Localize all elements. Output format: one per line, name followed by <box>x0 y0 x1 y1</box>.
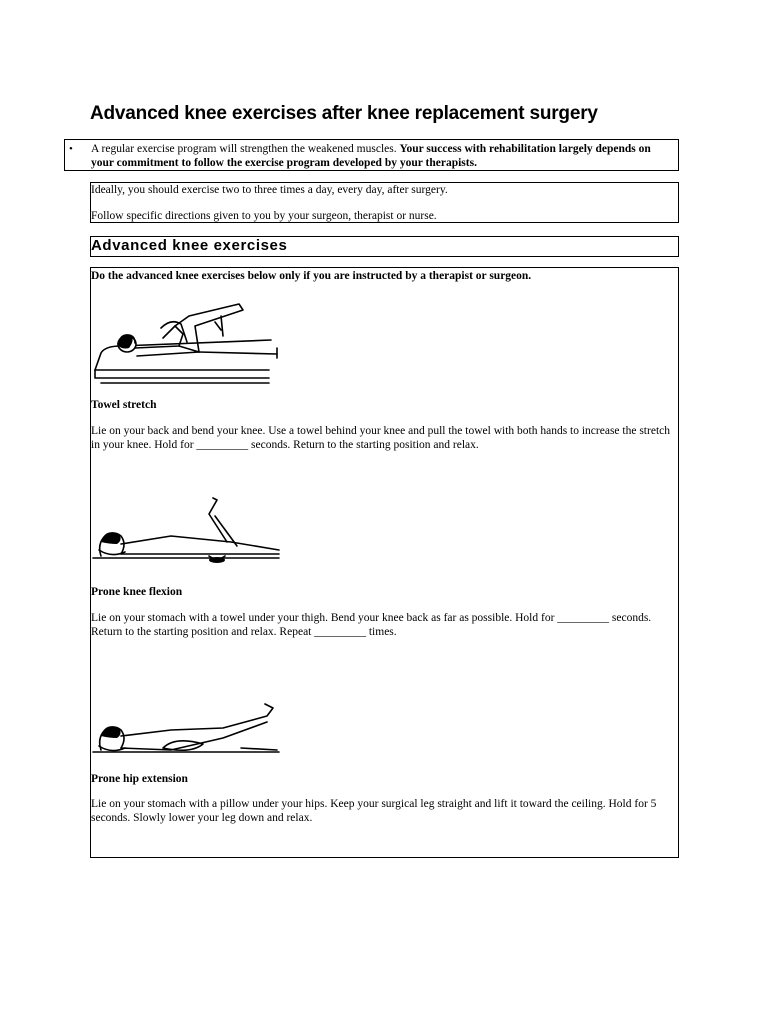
exercise-panel <box>90 267 679 858</box>
exercise-description: Lie on your stomach with a pillow under your hips. Keep your surgical leg straight and lift it toward the ceiling. Hold for 5 seconds. Slowly lower your leg down and relax. <box>91 798 657 824</box>
intro-box <box>64 139 679 171</box>
exercise-name: Towel stretch <box>91 399 157 411</box>
intro-text <box>91 142 676 170</box>
page-title: Advanced knee exercises after knee replacement surgery <box>90 103 598 124</box>
exercise-name: Prone knee flexion <box>91 586 183 598</box>
intro-plain: A regular exercise program will strengthen the weakened muscles. <box>91 143 400 155</box>
section-title: Advanced knee exercises <box>91 237 288 254</box>
intro-bold: Your success with rehabilitation largely depends on your commitment to follow the exercise program developed by your therapists. <box>91 143 651 169</box>
bullet-marker: • <box>69 143 73 155</box>
exercise-description: Lie on your back and bend your knee. Use a towel behind your knee and pull the towel with both hands to increase the stretch in your knee. Hold for _________ seconds. Return to the starting position and relax. <box>91 425 670 451</box>
frequency-text: Ideally, you should exercise two to three times a day, every day, after surgery. <box>91 184 448 196</box>
exercise-description: Lie on your stomach with a towel under your thigh. Bend your knee back as far as possible. Hold for _________ seconds. Return to the starting position and relax. Repeat _________ times. <box>91 612 652 638</box>
towel-stretch-illustration <box>91 298 281 388</box>
exercise-name: Prone hip extension <box>91 773 188 785</box>
prone-knee-flexion-illustration <box>91 496 281 570</box>
section-header <box>90 236 679 257</box>
frequency-box <box>90 182 679 223</box>
prone-hip-extension-illustration <box>91 700 281 764</box>
warning-text: Do the advanced knee exercises below only if you are instructed by a therapist or surgeon. <box>91 270 532 282</box>
directions-text: Follow specific directions given to you by your surgeon, therapist or nurse. <box>91 210 437 222</box>
